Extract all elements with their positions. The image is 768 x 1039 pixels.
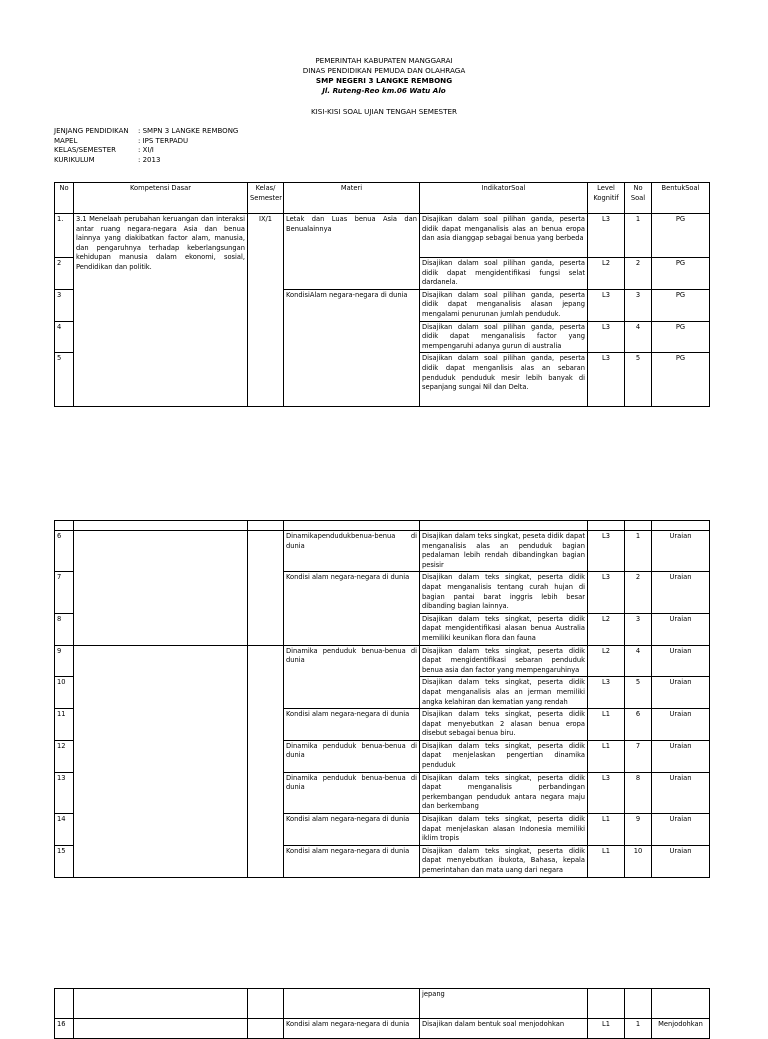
cell-no-soal: 8 <box>625 772 652 813</box>
cell-bentuk: PG <box>652 353 710 407</box>
info-value: : IPS TERPADU <box>138 136 189 145</box>
cell-no: 4 <box>55 321 74 353</box>
cell-no: 8 <box>55 613 74 645</box>
cell-indikator: Disajikan dalam teks singkat, peserta didik dapat mengidentifikasi alasan benua Australia memiliki keunikan flora dan fauna <box>420 613 588 645</box>
table-row <box>55 531 710 572</box>
cell-materi: Kondisi alam negara-negara di dunia <box>284 845 420 877</box>
cell-no-soal: 1 <box>625 531 652 572</box>
cell-no: 16 <box>55 1019 74 1039</box>
cell-bentuk: Uraian <box>652 677 710 709</box>
info-row <box>54 146 238 156</box>
cell-no-soal: 1 <box>625 214 652 258</box>
cell-no-soal: 5 <box>625 677 652 709</box>
cell-no-soal: 10 <box>625 845 652 877</box>
cell-no: 12 <box>55 740 74 772</box>
cell-bentuk: Uraian <box>652 772 710 813</box>
cell-indikator: Disajikan dalam soal pilihan ganda, peserta didik dapat mengidentifikasi fungsi selat dardanela. <box>420 258 588 290</box>
header-address: Jl. Ruteng-Reo km.06 Watu Alo <box>322 86 446 95</box>
header-school-name: SMP NEGERI 3 LANGKE REMBONG <box>315 76 453 85</box>
cell-bentuk: Uraian <box>652 613 710 645</box>
cell-no: 15 <box>55 845 74 877</box>
cell-kompetensi-dasar <box>74 1019 248 1039</box>
document-header <box>0 56 768 96</box>
cell-no-soal: 7 <box>625 740 652 772</box>
cell-level: L3 <box>588 677 625 709</box>
cell-level: L2 <box>588 645 625 677</box>
cell-no: 11 <box>55 709 74 741</box>
cell-no: 6 <box>55 531 74 572</box>
cell-materi: Kondisi alam negara-negara di dunia <box>284 1019 420 1039</box>
info-row <box>54 137 238 147</box>
cell-level: L2 <box>588 258 625 290</box>
cell-indikator: Disajikan dalam teks singkat, peseta didik dapat menganalisis alas an penduduk bagian pedalaman lebih rendah dibandingkan bagian pesisir <box>420 531 588 572</box>
cell-no-soal: 4 <box>625 645 652 677</box>
cell-no-soal: 4 <box>625 321 652 353</box>
cell-no-soal: 6 <box>625 709 652 741</box>
cell-indikator: Disajikan dalam soal pilihan ganda, peserta didik dapat menganalisis alasan jepang mengalami penurunan jumlah penduduk. <box>420 289 588 321</box>
table-spacer-row <box>55 521 710 531</box>
cell-bentuk: Menjodohkan <box>652 1019 710 1039</box>
cell-level: L1 <box>588 709 625 741</box>
grid-table-2 <box>54 520 710 878</box>
cell-level: L3 <box>588 289 625 321</box>
cell-no-soal: 1 <box>625 1019 652 1039</box>
cell-kelas: IX/1 <box>248 214 284 407</box>
info-value: : XI/I <box>138 146 154 154</box>
table-row <box>55 645 710 677</box>
table-row <box>55 989 710 1019</box>
cell-no: 14 <box>55 814 74 846</box>
cell-bentuk: Uraian <box>652 645 710 677</box>
cell-level: L1 <box>588 1019 625 1039</box>
info-value: : 2013 <box>138 155 161 164</box>
cell-indikator: Disajikan dalam teks singkat, peserta didik dapat menjelaskan alasan Indonesia memiliki iklim tropis <box>420 814 588 846</box>
info-value: : SMPN 3 LANGKE REMBONG <box>138 127 239 135</box>
cell-no-soal: 3 <box>625 613 652 645</box>
cell-bentuk: PG <box>652 258 710 290</box>
info-row <box>54 156 238 166</box>
header-government: PEMERINTAH KABUPATEN MANGGARAI <box>315 56 453 65</box>
cell-bentuk: Uraian <box>652 531 710 572</box>
cell-kompetensi-dasar: 3.1 Menelaah perubahan keruangan dan interaksi antar ruang negara-negara Asia dan benua lainnya yang diakibatkan factor alam, manusia, dan pengaruhnya terhadap keberlangsungan kehidupan manusia dalam ekonomi, sosial, Pendidikan dan politik. <box>74 214 248 407</box>
info-label: JENJANG PENDIDIKAN <box>54 127 129 135</box>
col-header-no-soal: No Soal <box>625 183 652 214</box>
cell-indikator: Disajikan dalam teks singkat, peserta didik dapat menganalisis alas an jerman memiliki angka kelahiran dan kematian yang rendah <box>420 677 588 709</box>
cell-no: 5 <box>55 353 74 407</box>
cell-materi: Kondisi alam negara-negara di dunia <box>284 814 420 846</box>
cell-indikator: Disajikan dalam teks singkat, peserta didik dapat menjelaskan pengertian dinamika penduduk <box>420 740 588 772</box>
col-header-indikator: IndikatorSoal <box>420 183 588 214</box>
cell-bentuk: Uraian <box>652 814 710 846</box>
cell-kelas <box>248 1019 284 1039</box>
col-header-level: Level Kognitif <box>588 183 625 214</box>
cell-no-soal: 2 <box>625 572 652 613</box>
cell-materi: Dinamika penduduk benua-benua di dunia <box>284 772 420 813</box>
cell-bentuk: PG <box>652 321 710 353</box>
col-header-materi: Materi <box>284 183 420 214</box>
cell-level: L1 <box>588 845 625 877</box>
cell-indikator-continued: jepang <box>420 989 588 1019</box>
cell-bentuk: PG <box>652 289 710 321</box>
grid-table-1 <box>54 182 710 407</box>
cell-level: L3 <box>588 353 625 407</box>
grid-table-3 <box>54 988 710 1039</box>
cell-indikator: Disajikan dalam teks singkat, peserta didik dapat mengidentifikasi sebaran penduduk benua asia dan factor yang mempengaruhinya <box>420 645 588 677</box>
col-header-no: No <box>55 183 74 214</box>
cell-indikator: Disajikan dalam teks singkat, peserta didik dapat menyebutkan 2 alasan benua eropa disebut sebagai benua biru. <box>420 709 588 741</box>
cell-indikator: Disajikan dalam soal pilihan ganda, peserta didik dapat menganalisis factor yang mempengaruhi adanya gurun di australia <box>420 321 588 353</box>
cell-no: 7 <box>55 572 74 613</box>
cell-no: 10 <box>55 677 74 709</box>
cell-no-soal: 9 <box>625 814 652 846</box>
cell-no: 13 <box>55 772 74 813</box>
cell-no: 1. <box>55 214 74 258</box>
cell-indikator: Disajikan dalam soal pilihan ganda, peserta didik dapat menganalisis alas an benua eropa dan asia dianggap sebagai benua yang berbeda <box>420 214 588 258</box>
table-header-row <box>55 183 710 214</box>
document-title: KISI-KISI SOAL UJIAN TENGAH SEMESTER <box>310 107 458 116</box>
cell-kelas <box>248 531 284 646</box>
col-header-kelas: Kelas/ Semester <box>248 183 284 214</box>
cell-bentuk: Uraian <box>652 572 710 613</box>
cell-level: L3 <box>588 772 625 813</box>
cell-no-soal: 2 <box>625 258 652 290</box>
cell-level: L3 <box>588 572 625 613</box>
cell-no-soal: 3 <box>625 289 652 321</box>
cell-bentuk: Uraian <box>652 709 710 741</box>
cell-materi: Letak dan Luas benua Asia dan Benualainnya <box>284 214 420 290</box>
cell-materi: Dinamika penduduk benua-benua di dunia <box>284 645 420 709</box>
cell-level: L3 <box>588 214 625 258</box>
cell-no: 2 <box>55 258 74 290</box>
table-row <box>55 1019 710 1039</box>
cell-level: L3 <box>588 321 625 353</box>
cell-no-soal: 5 <box>625 353 652 407</box>
cell-materi: Kondisi alam negara-negara di dunia <box>284 572 420 645</box>
cell-no: 3 <box>55 289 74 321</box>
cell-kompetensi-dasar <box>74 531 248 646</box>
cell-indikator: Disajikan dalam bentuk soal menjodohkan <box>420 1019 588 1039</box>
cell-materi: KondisiAlam negara-negara di dunia <box>284 289 420 407</box>
cell-indikator: Disajikan dalam teks singkat, peserta didik dapat menyebutkan ibukota, Bahasa, kepala pemerintahan dan mata uang dari negara <box>420 845 588 877</box>
cell-level: L3 <box>588 531 625 572</box>
header-department: DINAS PENDIDIKAN PEMUDA DAN OLAHRAGA <box>302 66 466 75</box>
info-block <box>54 127 238 165</box>
info-label: KURIKULUM <box>54 155 95 164</box>
cell-bentuk: Uraian <box>652 740 710 772</box>
cell-materi: Dinamika penduduk benua-benua di dunia <box>284 740 420 772</box>
cell-indikator: Disajikan dalam teks singkat, peserta didik dapat menganalisis perbandingan perkembangan penduduk antara negara maju dan berkembang <box>420 772 588 813</box>
info-label: KELAS/SEMESTER <box>54 146 116 154</box>
cell-materi: Dinamikapendudukbenua-benua di dunia <box>284 531 420 572</box>
cell-materi: Kondisi alam negara-negara di dunia <box>284 709 420 741</box>
cell-indikator: Disajikan dalam teks singkat, peserta didik dapat menganalisis tentang curah hujan di bagian pantai barat inggris lebih besar dibanding bagian lainnya. <box>420 572 588 613</box>
col-header-kompetensi: Kompetensi Dasar <box>74 183 248 214</box>
cell-level: L2 <box>588 613 625 645</box>
cell-bentuk: Uraian <box>652 845 710 877</box>
cell-level: L1 <box>588 814 625 846</box>
info-label: MAPEL <box>54 136 78 145</box>
cell-kelas <box>248 645 284 877</box>
cell-bentuk: PG <box>652 214 710 258</box>
col-header-bentuk: BentukSoal <box>652 183 710 214</box>
info-row <box>54 127 238 137</box>
cell-kompetensi-dasar <box>74 645 248 877</box>
cell-level: L1 <box>588 740 625 772</box>
cell-no: 9 <box>55 645 74 677</box>
table-row <box>55 214 710 258</box>
cell-indikator: Disajikan dalam soal pilihan ganda, peserta didik dapat menganlisis alas an sebaran penduduk penduduk mesir lebih banyak di sepanjang sungai Nil dan Delta. <box>420 353 588 407</box>
